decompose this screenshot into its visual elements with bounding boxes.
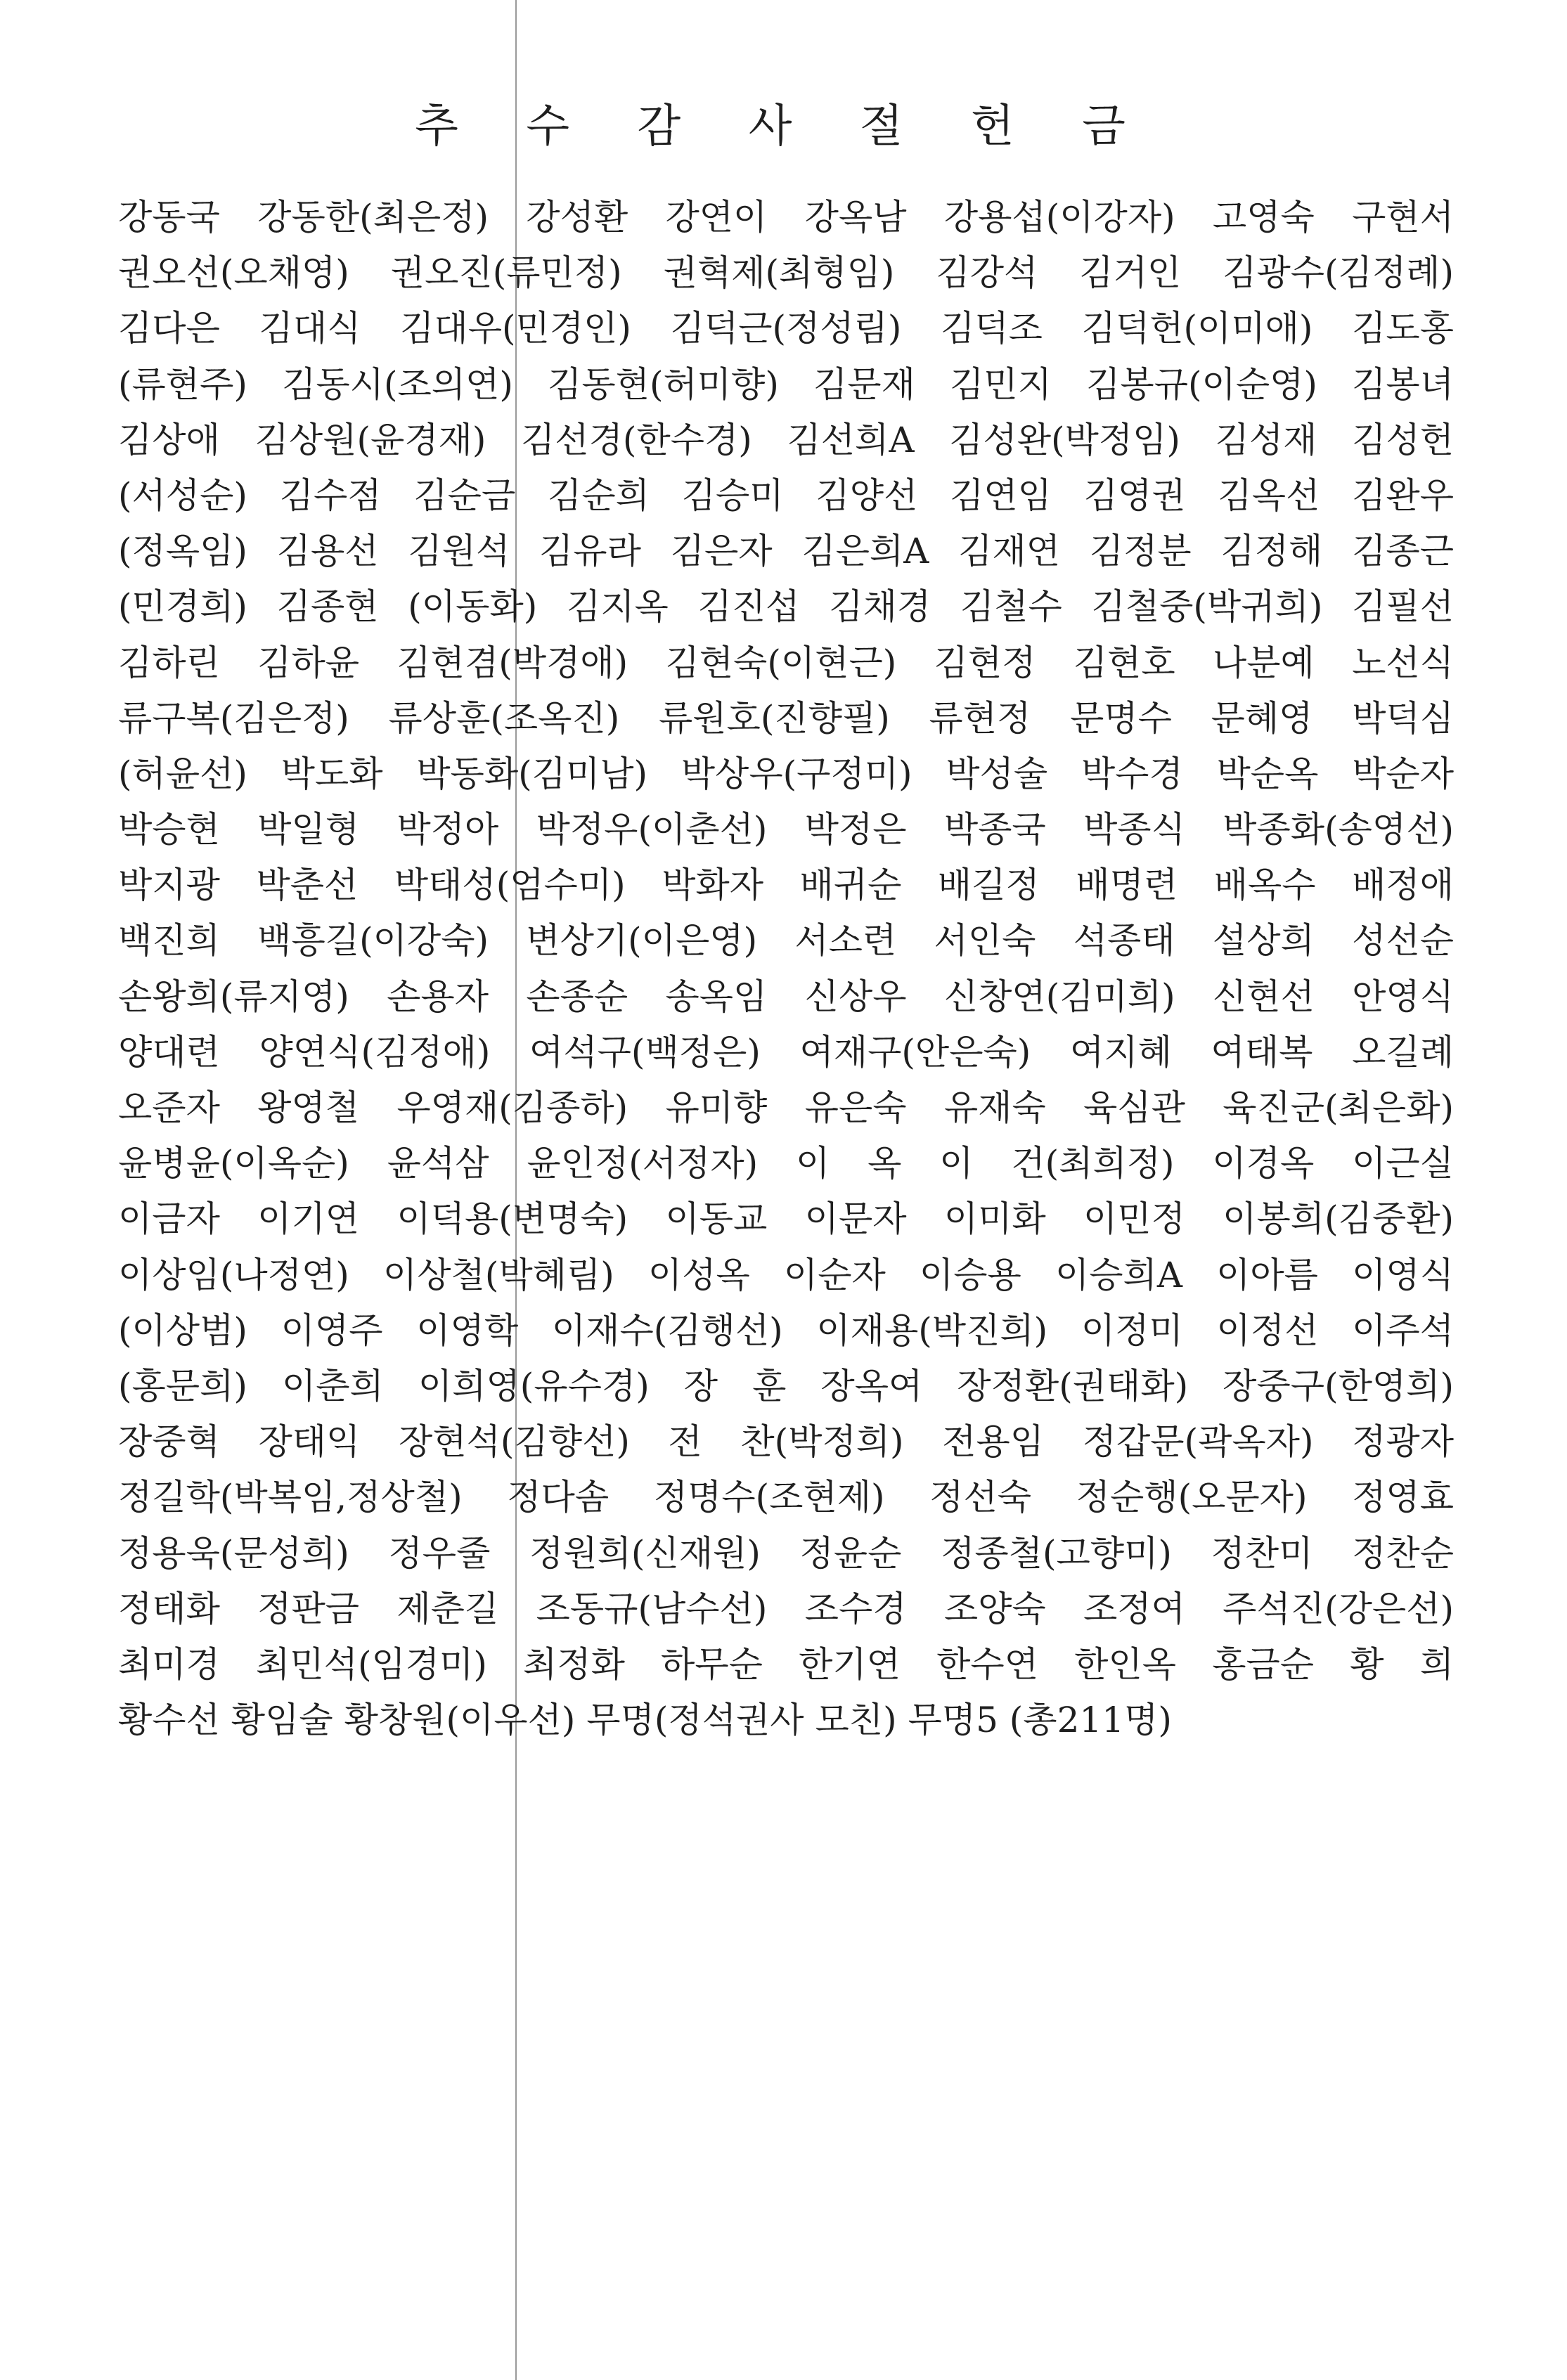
page-title: 추 수 감 사 절 헌 금 xyxy=(415,101,1152,153)
donor-line: (류현주) 김동시(조의연) 김동현(허미향) 김문재 김민지 김봉규(이순영) 김봉녀 xyxy=(118,363,1454,405)
donor-line: 정용욱(문성희) 정우줄 정원희(신재원) 정윤순 정종철(고향미) 정찬미 정찬순 xyxy=(118,1532,1454,1574)
donor-line: 양대련 양연식(김정애) 여석구(백정은) 여재구(안은숙) 여지혜 여태복 오길례 xyxy=(118,1031,1454,1073)
donor-line: (민경희) 김종현 (이동화) 김지옥 김진섭 김채경 김철수 김철중(박귀희) 김필선 xyxy=(118,586,1454,628)
donor-line: (홍문희) 이춘희 이희영(유수경) 장 훈 장옥여 장정환(권태화) 장중구(한영희) xyxy=(118,1365,1454,1406)
donor-list xyxy=(118,190,1454,1748)
donor-line: 박지광 박춘선 박태성(엄수미) 박화자 배귀순 배길정 배명련 배옥수 배정애 xyxy=(118,865,1454,906)
donor-line: 이금자 이기연 이덕용(변명숙) 이동교 이문자 이미화 이민정 이봉희(김중환) xyxy=(118,1198,1454,1240)
donor-line: 김하린 김하윤 김현겸(박경애) 김현숙(이현근) 김현정 김현호 나분예 노선식 xyxy=(118,642,1454,683)
donor-line: 최미경 최민석(임경미) 최정화 하무순 한기연 한수연 한인옥 홍금순 황 희 xyxy=(118,1643,1454,1685)
donor-line: 오준자 왕영철 우영재(김종하) 유미향 유은숙 유재숙 육심관 육진군(최은화) xyxy=(118,1087,1454,1128)
donor-line: 백진희 백흥길(이강숙) 변상기(이은영) 서소련 서인숙 석종태 설상희 성선순 xyxy=(118,920,1454,962)
donor-line: (정옥임) 김용선 김원석 김유라 김은자 김은희A 김재연 김정분 김정해 김종근 xyxy=(118,531,1454,572)
donor-line: 강동국 강동한(최은정) 강성환 강연이 강옥남 강용섭(이강자) 고영숙 구현서 xyxy=(118,197,1454,238)
donor-line: 권오선(오채영) 권오진(류민정) 권혁제(최형임) 김강석 김거인 김광수(김정례) xyxy=(118,252,1454,294)
donor-line: (이상범) 이영주 이영학 이재수(김행선) 이재용(박진희) 이정미 이정선 이주석 xyxy=(118,1309,1454,1351)
donor-line: 황수선 황임술 황창원(이우선) 무명(정석권사 모친) 무명5 (총211명) xyxy=(118,1700,1172,1741)
donor-line: (허윤선) 박도화 박동화(김미남) 박상우(구정미) 박성술 박수경 박순옥 박순자 xyxy=(118,753,1454,794)
donor-line: 박승현 박일형 박정아 박정우(이춘선) 박정은 박종국 박종식 박종화(송영선) xyxy=(118,809,1454,851)
donor-line: 김다은 김대식 김대우(민경인) 김덕근(정성림) 김덕조 김덕헌(이미애) 김도홍 xyxy=(118,308,1454,349)
donor-line: 정길학(박복임,정상철) 정다솜 정명수(조현제) 정선숙 정순행(오문자) 정영효 xyxy=(118,1477,1454,1518)
donor-line: 장중혁 장태익 장현석(김향선) 전 찬(박정희) 전용임 정갑문(곽옥자) 정광자 xyxy=(118,1421,1454,1463)
donor-line: 정태화 정판금 제춘길 조동규(남수선) 조수경 조양숙 조정여 주석진(강은선) xyxy=(118,1588,1454,1629)
donor-line: 이상임(나정연) 이상철(박혜림) 이성옥 이순자 이승용 이승희A 이아름 이영식 xyxy=(118,1254,1454,1295)
donor-line: (서성순) 김수점 김순금 김순희 김승미 김양선 김연임 김영권 김옥선 김완우 xyxy=(118,474,1454,516)
donor-line: 김상애 김상원(윤경재) 김선경(한수경) 김선희A 김성완(박정임) 김성재 김성헌 xyxy=(118,419,1454,460)
donor-line: 윤병윤(이옥순) 윤석삼 윤인정(서정자) 이 옥 이 건(최희정) 이경옥 이근실 xyxy=(118,1143,1454,1184)
donor-line: 류구복(김은정) 류상훈(조옥진) 류원호(진향필) 류현정 문명수 문혜영 박덕심 xyxy=(118,697,1454,739)
donor-line: 손왕희(류지영) 손용자 손종순 송옥임 신상우 신창연(김미희) 신현선 안영식 xyxy=(118,976,1454,1017)
